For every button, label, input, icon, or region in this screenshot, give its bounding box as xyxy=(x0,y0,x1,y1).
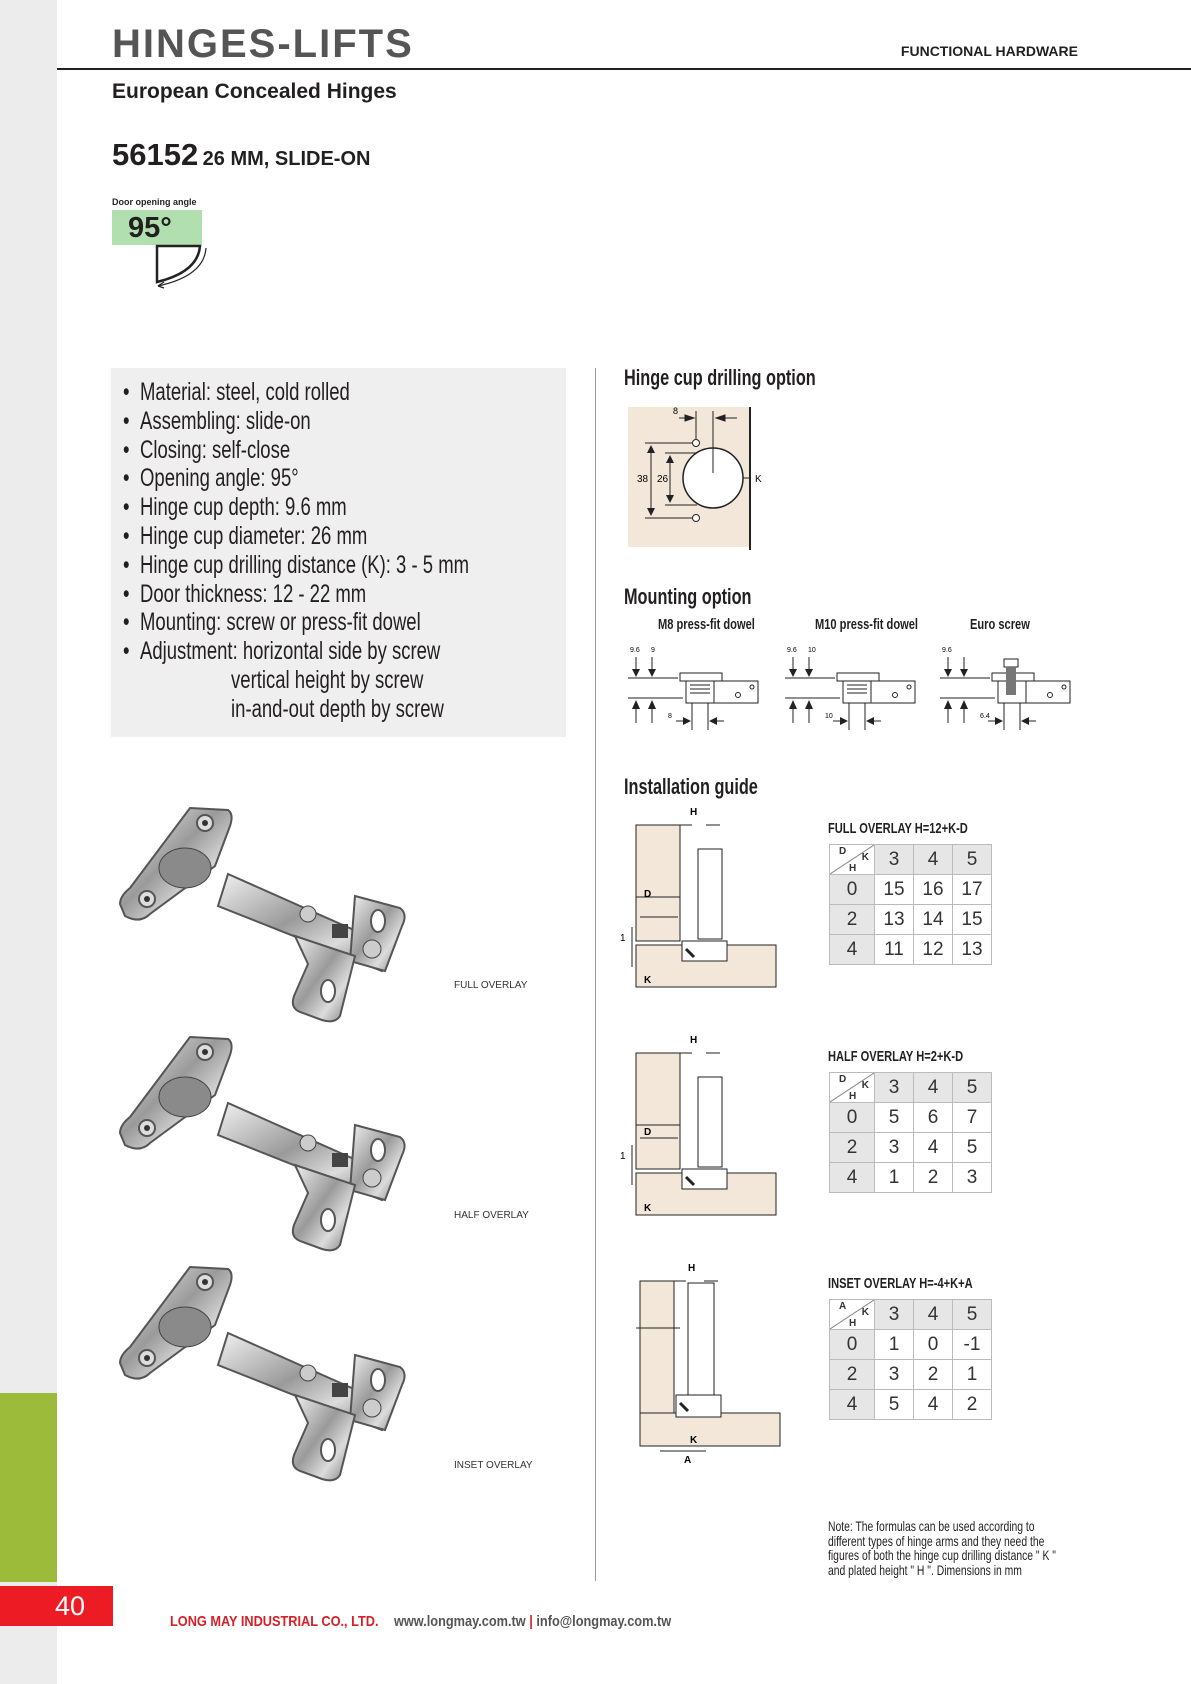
email-link[interactable]: info@longmay.com.tw xyxy=(536,1613,672,1630)
table-corner-cell xyxy=(830,845,875,875)
row-header: 2 xyxy=(830,1360,875,1390)
hinge-photo xyxy=(110,796,420,1031)
dim-depth: 9.6 xyxy=(630,647,640,654)
spec-item: • Closing: self-close xyxy=(123,436,469,465)
row-header: 4 xyxy=(830,1390,875,1420)
table-cell: 11 xyxy=(875,935,914,965)
hinge-photo xyxy=(110,1255,420,1490)
table-cell: 1 xyxy=(875,1163,914,1193)
model-description: 26 MM, SLIDE-ON xyxy=(202,148,371,170)
section-label: FUNCTIONAL HARDWARE xyxy=(900,43,1078,59)
note-text: Note: The formulas can be used according to different types of hinge arms and they need the figures of both the hinge cup drilling distance " K " and plated height " H ". Dimensions in mm xyxy=(828,1518,1056,1578)
spec-item: • Mounting: screw or press-fit dowel xyxy=(123,608,469,637)
row-header: 4 xyxy=(830,1163,875,1193)
table-row xyxy=(830,935,992,965)
spec-item: • Material: steel, cold rolled xyxy=(123,378,469,407)
dim-8: 8 xyxy=(673,406,679,416)
corner-col-var: K xyxy=(861,1080,869,1091)
corner-row-var: D xyxy=(839,846,847,857)
table-cell: 3 xyxy=(953,1163,992,1193)
dim-width: 8 xyxy=(668,713,672,720)
dim-k: K xyxy=(644,975,652,986)
column-header-k: 4 xyxy=(914,1300,953,1330)
spec-item: • Hinge cup depth: 9.6 mm xyxy=(123,493,469,522)
table-cell: 15 xyxy=(953,905,992,935)
row-header: 0 xyxy=(830,1103,875,1133)
table-cell: 17 xyxy=(953,875,992,905)
corner-row-var: A xyxy=(839,1301,847,1312)
column-header-k: 3 xyxy=(875,1300,914,1330)
table-cell: 15 xyxy=(875,875,914,905)
row-header: 0 xyxy=(830,1330,875,1360)
table-row xyxy=(830,1330,992,1360)
dim-d: D xyxy=(644,889,652,900)
table-cell: 14 xyxy=(914,905,953,935)
footer-separator: | xyxy=(529,1613,533,1630)
dim-dowel: 10 xyxy=(808,647,816,654)
dim-1: 1 xyxy=(620,933,626,944)
spec-item: • Assembling: slide-on xyxy=(123,407,469,436)
overlay-table xyxy=(829,844,992,965)
spec-item: • Opening angle: 95° xyxy=(123,464,469,493)
row-header: 2 xyxy=(830,905,875,935)
table-header-row xyxy=(830,845,992,875)
chapter-tab-green xyxy=(0,1393,57,1582)
dim-h: H xyxy=(688,1263,696,1274)
overlay-formula-title: FULL OVERLAY H=12+K-D xyxy=(828,820,968,837)
dim-depth: 9.6 xyxy=(942,647,952,654)
table-row xyxy=(830,1133,992,1163)
hinge-photo xyxy=(110,1025,420,1260)
table-cell: 2 xyxy=(914,1163,953,1193)
table-row xyxy=(830,1103,992,1133)
overlay-formula-title: HALF OVERLAY H=2+K-D xyxy=(828,1048,964,1065)
corner-result-var: H xyxy=(849,1091,857,1102)
table-cell: 3 xyxy=(875,1360,914,1390)
column-header-k: 5 xyxy=(953,1300,992,1330)
row-header: 2 xyxy=(830,1133,875,1163)
corner-col-var: K xyxy=(861,1307,869,1318)
dim-width: 10 xyxy=(825,713,833,720)
table-cell: 6 xyxy=(914,1103,953,1133)
drilling-title: Hinge cup drilling option xyxy=(624,365,816,390)
mounting-option-label: Euro screw xyxy=(970,616,1030,633)
column-divider xyxy=(595,368,596,1581)
table-cell: 5 xyxy=(875,1390,914,1420)
row-header: 4 xyxy=(830,935,875,965)
page-title: HINGES-LIFTS xyxy=(112,22,414,66)
installation-diagram xyxy=(620,1263,790,1463)
category-title: European Concealed Hinges xyxy=(112,80,397,103)
table-row xyxy=(830,905,992,935)
mounting-option-label: M10 press-fit dowel xyxy=(815,616,919,633)
dim-k: K xyxy=(644,1203,652,1214)
table-cell: 12 xyxy=(914,935,953,965)
dim-38: 38 xyxy=(637,474,649,485)
table-cell: -1 xyxy=(953,1330,992,1360)
table-cell: 4 xyxy=(914,1133,953,1163)
mounting-diagram xyxy=(940,645,1080,735)
table-cell: 3 xyxy=(875,1133,914,1163)
row-header: 0 xyxy=(830,875,875,905)
spec-item: • Hinge cup diameter: 26 mm xyxy=(123,522,469,551)
dim-dowel: 9 xyxy=(651,647,655,654)
spec-item: • Door thickness: 12 - 22 mm xyxy=(123,580,469,609)
dim-a: A xyxy=(684,1455,692,1463)
column-header-k: 4 xyxy=(914,1073,953,1103)
column-header-k: 5 xyxy=(953,845,992,875)
installation-diagram xyxy=(620,1035,790,1225)
table-row xyxy=(830,875,992,905)
dim-width: 6.4 xyxy=(980,713,990,720)
product-heading xyxy=(112,137,370,173)
spec-item: • Adjustment: horizontal side by screw xyxy=(123,637,469,666)
door-angle-icon xyxy=(150,244,210,289)
column-header-k: 3 xyxy=(875,1073,914,1103)
dim-k: K xyxy=(755,474,762,485)
dim-h: H xyxy=(690,807,698,818)
model-number: 56152 xyxy=(112,137,199,172)
dim-depth: 9.6 xyxy=(787,647,797,654)
table-cell: 13 xyxy=(953,935,992,965)
table-header-row xyxy=(830,1300,992,1330)
hinge-type-label: FULL OVERLAY xyxy=(454,980,528,991)
corner-row-var: D xyxy=(839,1074,847,1085)
dim-h: H xyxy=(690,1035,698,1046)
website-link[interactable]: www.longmay.com.tw xyxy=(393,1613,526,1630)
spec-item-continued: in-and-out depth by screw xyxy=(231,694,444,723)
table-cell: 2 xyxy=(914,1360,953,1390)
angle-badge: 95° xyxy=(112,210,202,245)
installation-title: Installation guide xyxy=(624,774,758,799)
table-cell: 2 xyxy=(953,1390,992,1420)
mounting-title: Mounting option xyxy=(624,584,752,609)
table-cell: 1 xyxy=(953,1360,992,1390)
table-cell: 1 xyxy=(875,1330,914,1360)
table-cell: 4 xyxy=(914,1390,953,1420)
angle-label: Door opening angle xyxy=(112,197,197,207)
dim-1: 1 xyxy=(620,1151,626,1162)
dim-d: D xyxy=(644,1127,652,1138)
company-name: LONG MAY INDUSTRIAL CO., LTD. xyxy=(170,1613,379,1630)
page-number: 40 xyxy=(0,1586,113,1626)
table-corner-cell xyxy=(830,1073,875,1103)
table-cell: 5 xyxy=(953,1133,992,1163)
mounting-diagram xyxy=(628,645,768,735)
footer xyxy=(170,1613,671,1630)
table-cell: 16 xyxy=(914,875,953,905)
table-row xyxy=(830,1390,992,1420)
table-row xyxy=(830,1163,992,1193)
table-header-row xyxy=(830,1073,992,1103)
overlay-formula-title: INSET OVERLAY H=-4+K+A xyxy=(828,1275,973,1292)
hinge-type-label: HALF OVERLAY xyxy=(454,1210,529,1221)
overlay-table xyxy=(829,1299,992,1420)
dim-k: K xyxy=(690,1435,698,1446)
table-corner-cell xyxy=(830,1300,875,1330)
drilling-diagram xyxy=(625,403,765,553)
table-row xyxy=(830,1360,992,1390)
column-header-k: 5 xyxy=(953,1073,992,1103)
table-cell: 7 xyxy=(953,1103,992,1133)
dim-26: 26 xyxy=(657,474,669,485)
column-header-k: 3 xyxy=(875,845,914,875)
installation-diagram xyxy=(620,807,790,997)
corner-col-var: K xyxy=(861,852,869,863)
table-cell: 13 xyxy=(875,905,914,935)
hinge-type-label: INSET OVERLAY xyxy=(454,1460,533,1471)
table-cell: 0 xyxy=(914,1330,953,1360)
spec-item-continued: vertical height by screw xyxy=(231,665,424,694)
header-divider xyxy=(57,68,1191,70)
spec-list xyxy=(123,378,469,724)
spec-item: • Hinge cup drilling distance (K): 3 - 5 mm xyxy=(123,551,469,580)
overlay-table xyxy=(829,1072,992,1193)
table-cell: 5 xyxy=(875,1103,914,1133)
mounting-diagram xyxy=(785,645,925,735)
mounting-option-label: M8 press-fit dowel xyxy=(658,616,755,633)
corner-result-var: H xyxy=(849,1318,857,1329)
corner-result-var: H xyxy=(849,863,857,874)
column-header-k: 4 xyxy=(914,845,953,875)
